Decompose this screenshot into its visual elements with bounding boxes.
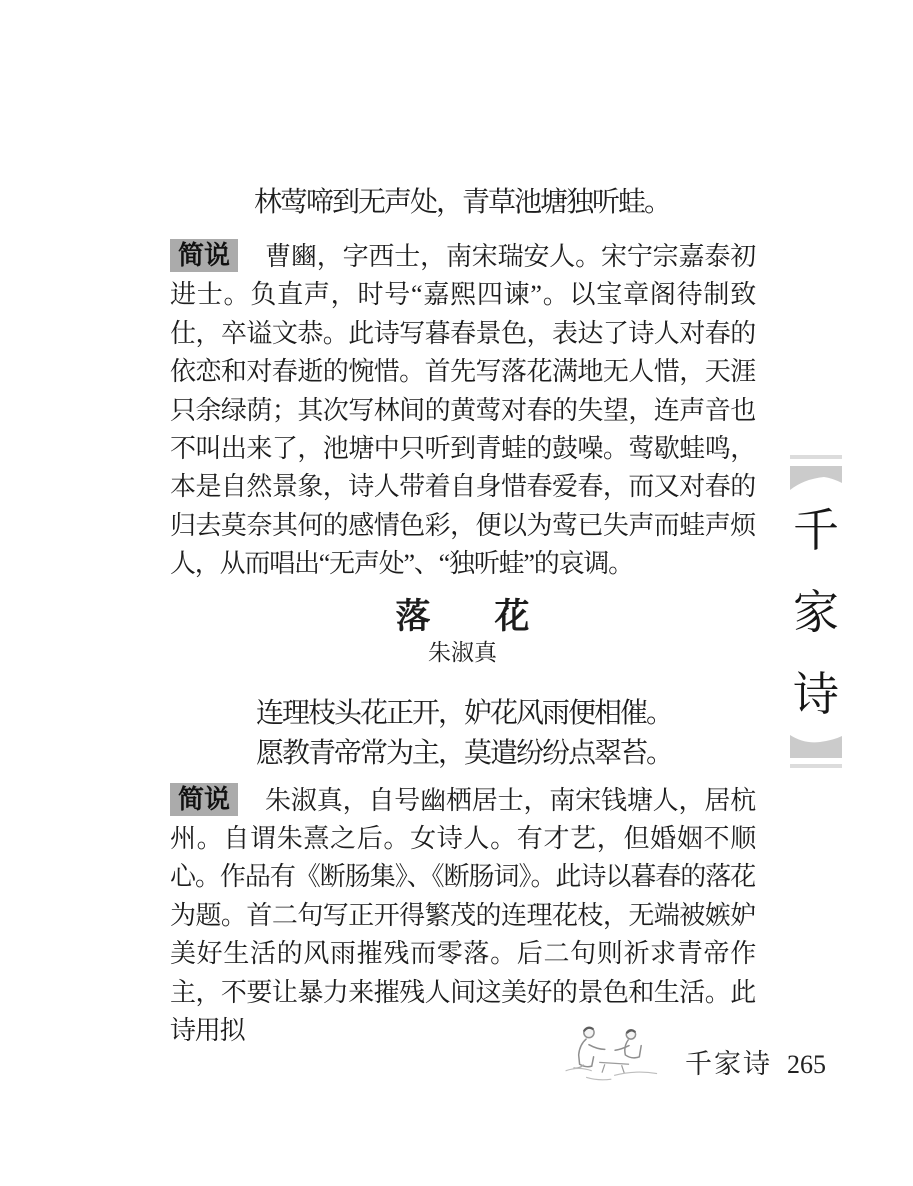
side-tab — [790, 455, 843, 768]
commentary-section-1 — [170, 238, 755, 584]
footer-illustration-icon — [560, 1020, 672, 1088]
ribbon-bottom-icon — [790, 732, 842, 758]
commentary-1-text: 曹豳，字西士，南宋瑞安人。宋宁宗嘉泰初进士。负直声，时号“嘉熙四谏”。以宝章阁待制致仕，卒谥文恭。此诗写暮春景色，表达了诗人对春的依恋和对春逝的惋惜。首先写落花满地无人惜，天涯只余绿荫；其次写林间的黄莺对春的失望，连声音也不叫出来了，池塘中只听到青蛙的鼓噪。莺歇蛙鸣，本是自然景象，诗人带着自身惜春爱春，而又对春的归去莫奈其何的感情色彩，便以为莺已失声而蛙声烦人，从而唱出“无声处”、“独听蛙”的哀调。 — [170, 242, 755, 579]
footer-page-number: 265 — [787, 1050, 826, 1079]
poem-line-previous: 林莺啼到无声处，青草池塘独听蛙。 — [254, 187, 671, 218]
ribbon-top-icon — [790, 466, 842, 492]
page-footer — [685, 1042, 826, 1081]
tab-char-3: 诗 — [793, 669, 839, 720]
poem-body — [170, 694, 755, 774]
poem-line-1: 连理枝头花正开，妒花风雨便相催。 — [256, 697, 673, 729]
commentary-2-text: 朱淑真，自号幽栖居士，南宋钱塘人，居杭州。自谓朱熹之后。女诗人。有才艺，但婚姻不顺心。作品有《断肠集》、《断肠词》。此诗以暮春的落花为题。首二句写正开得繁茂的连理花枝，无端被嫉妒美好生活的风雨摧残而零落。后二句则祈求青帝作主，不要让暴力来摧残人间这美好的景色和生活。此诗用拟 — [170, 785, 755, 1046]
poem-title — [170, 598, 755, 636]
footer-book-title: 千家诗 — [685, 1049, 772, 1079]
tab-title-vertical — [790, 504, 842, 722]
tab-rule-top — [790, 455, 842, 459]
poem-line-2: 愿教青帝常为主，莫遣纷纷点翠苔。 — [256, 737, 673, 769]
text-column — [170, 0, 755, 1051]
commentary-section-2 — [170, 782, 755, 1051]
poem-author: 朱淑真 — [428, 639, 497, 665]
poem-title-char-1: 落 — [395, 596, 431, 636]
tab-char-1: 千 — [793, 505, 839, 556]
jianshuo-label: 简说 — [170, 783, 238, 816]
tab-rule-bottom — [790, 764, 842, 768]
poem-title-char-2: 花 — [494, 596, 530, 636]
jianshuo-label: 简说 — [170, 239, 238, 272]
tab-char-2: 家 — [793, 587, 839, 638]
